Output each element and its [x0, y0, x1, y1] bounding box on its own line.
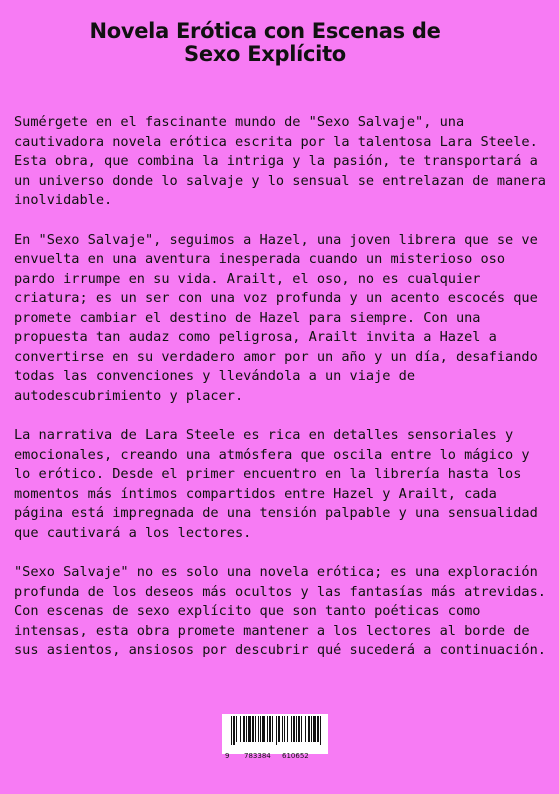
barcode-bar: [262, 716, 265, 742]
paragraph-1: Sumérgete en el fascinante mundo de "Sexo Salvaje", una cautivadora novela erótica escrita por la talentosa Lara Steele. Esta obra, que combina la intriga y la pasión, te transportará a un universo donde lo salvaje y lo sensual se entrelazan de manera inolvidable.: [14, 114, 546, 208]
title-line-1: Novela Erótica con Escenas de: [89, 19, 441, 43]
barcode-bar: [260, 716, 261, 742]
paragraph-4: "Sexo Salvaje" no es solo una novela erótica; es una exploración profunda de los deseos más ocultos y las fantasías más atrevidas. Con escenas de sexo explícito que son tanto poéticas como intensas, esta obra promete mantener a los lectores al borde de sus asientos, ansiosos por descubrir qué sucederá a continuación.: [14, 564, 546, 658]
title-line-2: Sexo Explícito: [184, 42, 346, 66]
description-body: [14, 113, 546, 681]
paragraph-3: La narrativa de Lara Steele es rica en detalles sensoriales y emocionales, creando una atmósfera que oscila entre lo mágico y lo erótico. Desde el primer encuentro en la librería hasta los momentos más íntimos compartidos entre Hazel y Arailt, cada página está impregnada de una tensión palpable y una sensualidad que cautivará a los lectores.: [14, 427, 538, 541]
barcode-bar: [305, 716, 306, 742]
barcode-bar: [313, 716, 316, 742]
barcode-bar: [248, 716, 251, 742]
barcode-digit-group-1: 783384: [244, 752, 271, 760]
barcode-bar: [287, 716, 288, 742]
barcode-bar: [258, 716, 259, 742]
barcode-bar: [301, 716, 302, 742]
barcode-bar: [269, 716, 271, 742]
barcode-bar: [240, 716, 241, 742]
barcode-bar: [272, 716, 273, 742]
barcode-bar: [246, 716, 247, 742]
barcode-digit-group-2: 610652: [282, 752, 309, 760]
barcode-bar: [243, 716, 245, 742]
barcode-bar: [252, 716, 254, 742]
barcode-bars: [222, 714, 328, 745]
barcode-bar: [308, 716, 310, 742]
barcode-bar: [255, 716, 256, 742]
page-title: [60, 20, 470, 66]
barcode-bar: [233, 716, 235, 745]
barcode-bar: [276, 716, 277, 745]
barcode-bar: [291, 716, 292, 742]
barcode-bar: [317, 716, 319, 742]
barcode-bar: [311, 716, 312, 742]
barcode-bar: [282, 716, 283, 742]
barcode-bar: [320, 716, 321, 745]
barcode-bar: [231, 716, 232, 745]
paragraph-2: En "Sexo Salvaje", seguimos a Hazel, una joven librera que se ve envuelta en una aventura inesperada cuando un misterioso oso pardo irrumpe en su vida. Arailt, el oso, no es cualquier criatura; es un ser con una voz profunda y un acento escocés que promete cambiar el destino de Hazel para siempre. Con una propuesta tan audaz como peligrosa, Arailt invita a Hazel a convertirse en su verdadero amor por un año y un día, desafiando todas las convenciones y llevándola a un viaje de autodescubrimiento y placer.: [14, 231, 538, 404]
barcode-bar: [284, 716, 285, 742]
barcode-bar: [293, 716, 295, 742]
barcode-bar: [278, 716, 280, 742]
barcode-bar: [267, 716, 268, 742]
barcode-bar: [296, 716, 297, 742]
barcode-bar: [236, 716, 237, 742]
isbn-barcode: [222, 714, 328, 760]
barcode-bar: [298, 716, 300, 742]
barcode-digit-first: 9: [225, 752, 230, 760]
